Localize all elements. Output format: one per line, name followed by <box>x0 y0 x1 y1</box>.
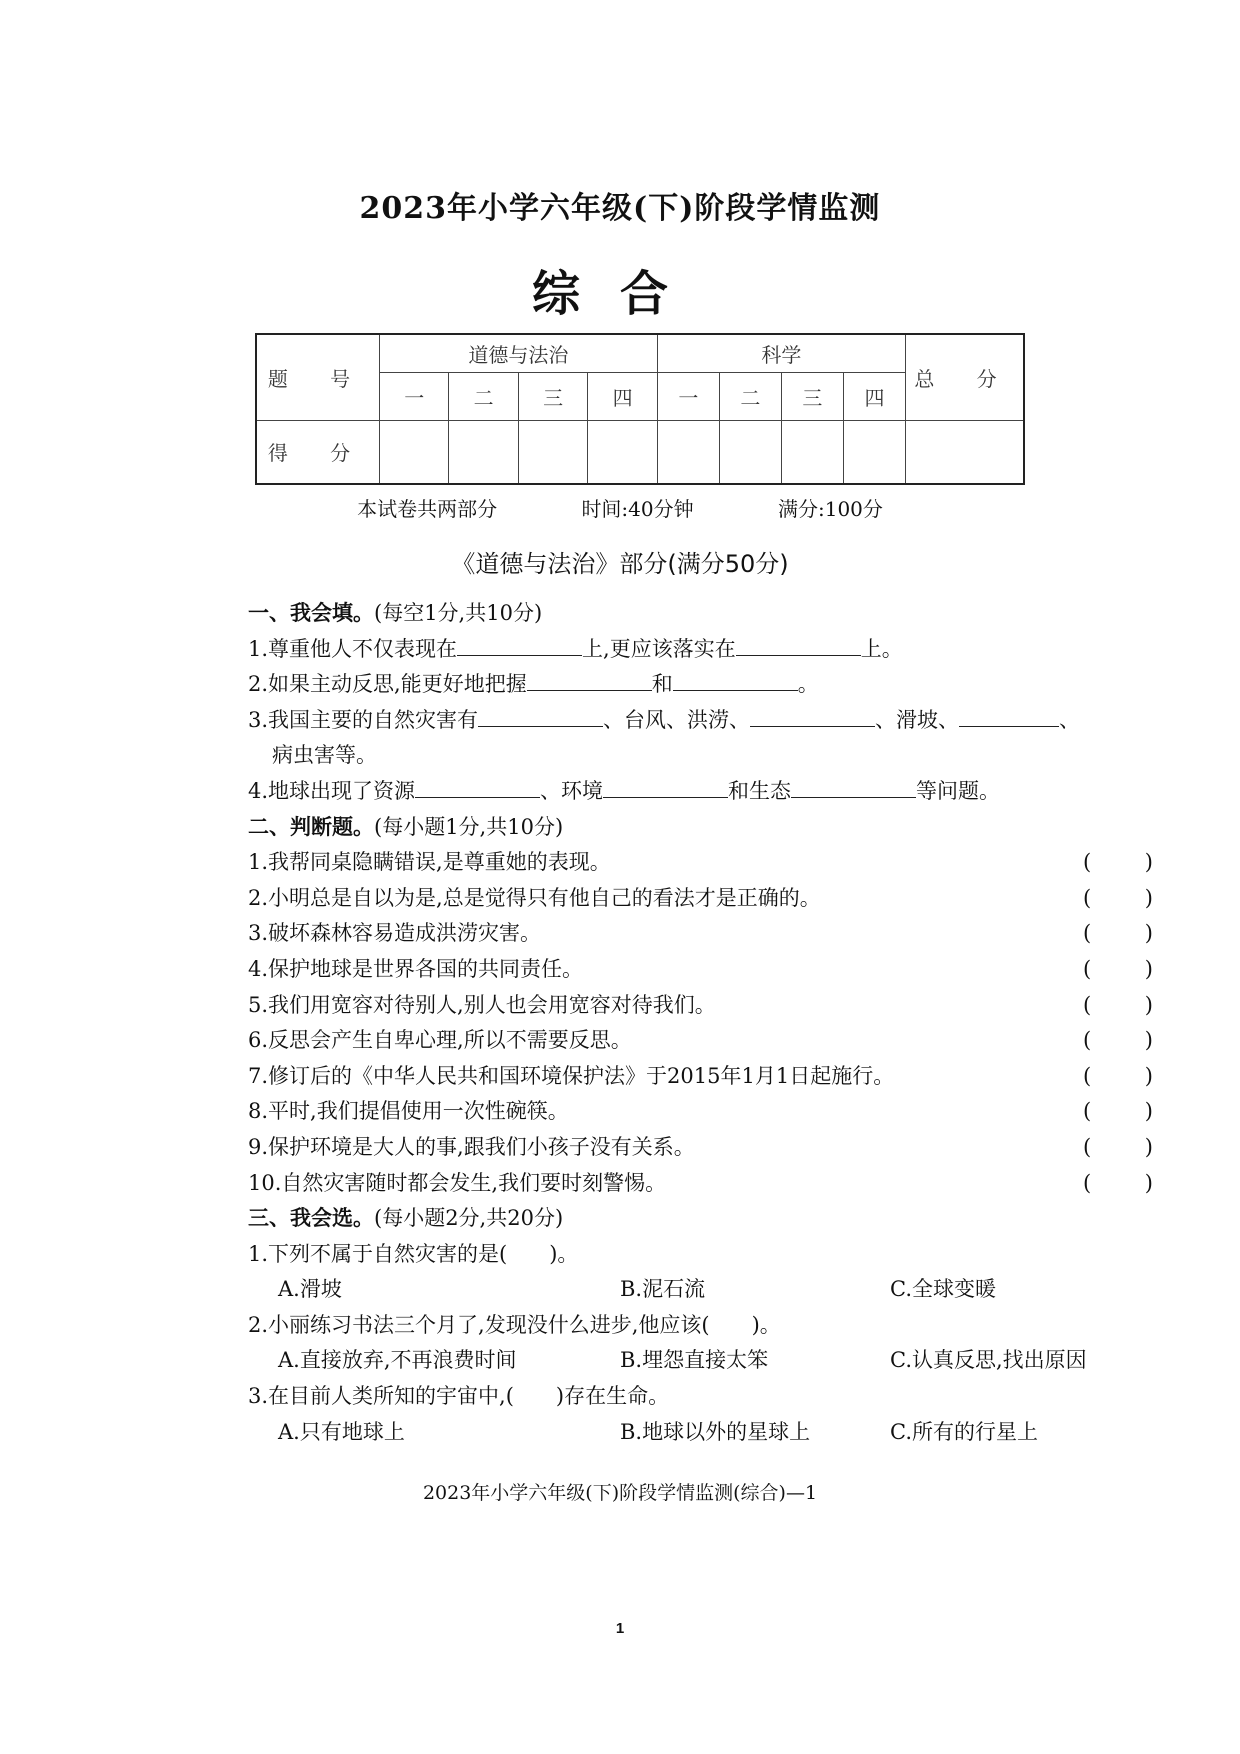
choice-options <box>248 1343 1153 1379</box>
subject-title: 综合 <box>531 266 708 322</box>
fill-question: 1.尊重他人不仅表现在 上,更应该落实在 上。 <box>248 632 1153 668</box>
answer-paren[interactable]: ( ) <box>1083 992 1153 1017</box>
judge-question: 5.我们用宽容对待别人,别人也会用宽容对待我们。 ( ) <box>248 988 1153 1024</box>
answer-blank[interactable] <box>603 775 728 798</box>
questions <box>248 596 1153 1450</box>
fill-question: 4.地球出现了资源 、环境 和生态 等问题。 <box>248 774 1153 810</box>
option-c[interactable]: C.认真反思,找出原因 <box>890 1348 1087 1373</box>
section-heading: 三、我会选。(每小题2分,共20分) <box>248 1206 564 1231</box>
science-col: 一 <box>657 372 719 420</box>
judge-question: 3.破坏森林容易造成洪涝灾害。 ( ) <box>248 916 1153 952</box>
answer-blank[interactable] <box>415 775 540 798</box>
judge-question: 4.保护地球是世界各国的共同责任。 ( ) <box>248 952 1153 988</box>
science-col: 三 <box>781 372 843 420</box>
moral-col: 三 <box>518 372 587 420</box>
answer-paren[interactable]: ( ) <box>1083 921 1153 946</box>
choice-stem: 3.在目前人类所知的宇宙中,( )存在生命。 <box>248 1384 670 1409</box>
score-cell[interactable] <box>657 420 719 484</box>
answer-blank[interactable] <box>478 704 603 727</box>
group-moral: 道德与法治 <box>380 334 658 372</box>
option-c[interactable]: C.所有的行星上 <box>890 1419 1038 1444</box>
choice-options <box>248 1272 1153 1308</box>
answer-paren[interactable]: ( ) <box>1083 956 1153 981</box>
answer-blank[interactable] <box>959 704 1059 727</box>
answer-paren[interactable]: ( ) <box>1083 1170 1153 1195</box>
score-table <box>255 333 1025 485</box>
answer-blank[interactable] <box>750 704 875 727</box>
answer-blank[interactable] <box>736 633 861 656</box>
choice-options <box>248 1415 1153 1451</box>
judge-question: 8.平时,我们提倡使用一次性碗筷。 ( ) <box>248 1094 1153 1130</box>
answer-blank[interactable] <box>673 668 798 691</box>
science-col: 四 <box>843 372 905 420</box>
row-label-score: 得 分 <box>256 420 380 484</box>
option-b[interactable]: B.埋怨直接太笨 <box>620 1348 769 1373</box>
judge-question: 2.小明总是自以为是,总是觉得只有他自己的看法才是正确的。 ( ) <box>248 881 1153 917</box>
fill-question: 2.如果主动反思,能更好地把握 和 。 <box>248 667 1153 703</box>
option-b[interactable]: B.泥石流 <box>620 1277 706 1302</box>
moral-col: 一 <box>380 372 449 420</box>
science-col: 二 <box>719 372 781 420</box>
answer-blank[interactable] <box>791 775 916 798</box>
option-a[interactable]: A.直接放弃,不再浪费时间 <box>278 1348 517 1373</box>
answer-blank[interactable] <box>527 668 652 691</box>
score-cell[interactable] <box>843 420 905 484</box>
exam-meta <box>0 493 1240 522</box>
judge-question: 1.我帮同桌隐瞒错误,是尊重她的表现。 ( ) <box>248 845 1153 881</box>
section-heading: 一、我会填。(每空1分,共10分) <box>248 601 543 625</box>
exam-title: 2023年小学六年级(下)阶段学情监测 <box>359 191 881 226</box>
parts-info: 本试卷共两部分 <box>357 497 498 521</box>
answer-paren[interactable]: ( ) <box>1083 850 1153 875</box>
score-cell[interactable] <box>719 420 781 484</box>
choice-stem: 1.下列不属于自然灾害的是( )。 <box>248 1241 579 1266</box>
answer-paren[interactable]: ( ) <box>1083 1099 1153 1124</box>
score-cell[interactable] <box>781 420 843 484</box>
row-label-number: 题 号 <box>256 334 380 420</box>
judge-question: 9.保护环境是大人的事,跟我们小孩子没有关系。 ( ) <box>248 1130 1153 1166</box>
page-footer: 2023年小学六年级(下)阶段学情监测(综合)—1 <box>422 1482 818 1504</box>
part-title: 《道德与法治》部分(满分50分) <box>451 550 789 578</box>
option-c[interactable]: C.全球变暖 <box>890 1277 996 1302</box>
answer-paren[interactable]: ( ) <box>1083 1063 1153 1088</box>
moral-col: 四 <box>588 372 657 420</box>
judge-question: 6.反思会产生自卑心理,所以不需要反思。 ( ) <box>248 1023 1153 1059</box>
full-score-info: 满分:100分 <box>777 497 883 521</box>
page-number: 1 <box>615 1620 625 1637</box>
score-cell[interactable] <box>588 420 657 484</box>
fill-question-cont: 病虫害等。 <box>272 743 377 768</box>
score-cell[interactable] <box>449 420 518 484</box>
total-label: 总 分 <box>906 334 1025 420</box>
judge-question: 7.修订后的《中华人民共和国环境保护法》于2015年1月1日起施行。 ( ) <box>248 1059 1153 1095</box>
answer-blank[interactable] <box>457 633 582 656</box>
group-science: 科学 <box>657 334 905 372</box>
option-a[interactable]: A.滑坡 <box>278 1277 342 1302</box>
moral-col: 二 <box>449 372 518 420</box>
choice-stem: 2.小丽练习书法三个月了,发现没什么进步,他应该( )。 <box>248 1312 781 1337</box>
score-cell[interactable] <box>518 420 587 484</box>
total-score-cell[interactable] <box>906 420 1025 484</box>
fill-question: 3.我国主要的自然灾害有 、台风、洪涝、 、滑坡、 、 <box>248 703 1153 739</box>
answer-paren[interactable]: ( ) <box>1083 885 1153 910</box>
answer-paren[interactable]: ( ) <box>1083 1134 1153 1159</box>
score-cell[interactable] <box>380 420 449 484</box>
judge-question: 10.自然灾害随时都会发生,我们要时刻警惕。 ( ) <box>248 1166 1153 1202</box>
section-heading: 二、判断题。(每小题1分,共10分) <box>248 814 564 839</box>
answer-paren[interactable]: ( ) <box>1083 1028 1153 1053</box>
option-b[interactable]: B.地球以外的星球上 <box>620 1419 811 1444</box>
time-info: 时间:40分钟 <box>581 497 694 521</box>
option-a[interactable]: A.只有地球上 <box>278 1419 405 1444</box>
